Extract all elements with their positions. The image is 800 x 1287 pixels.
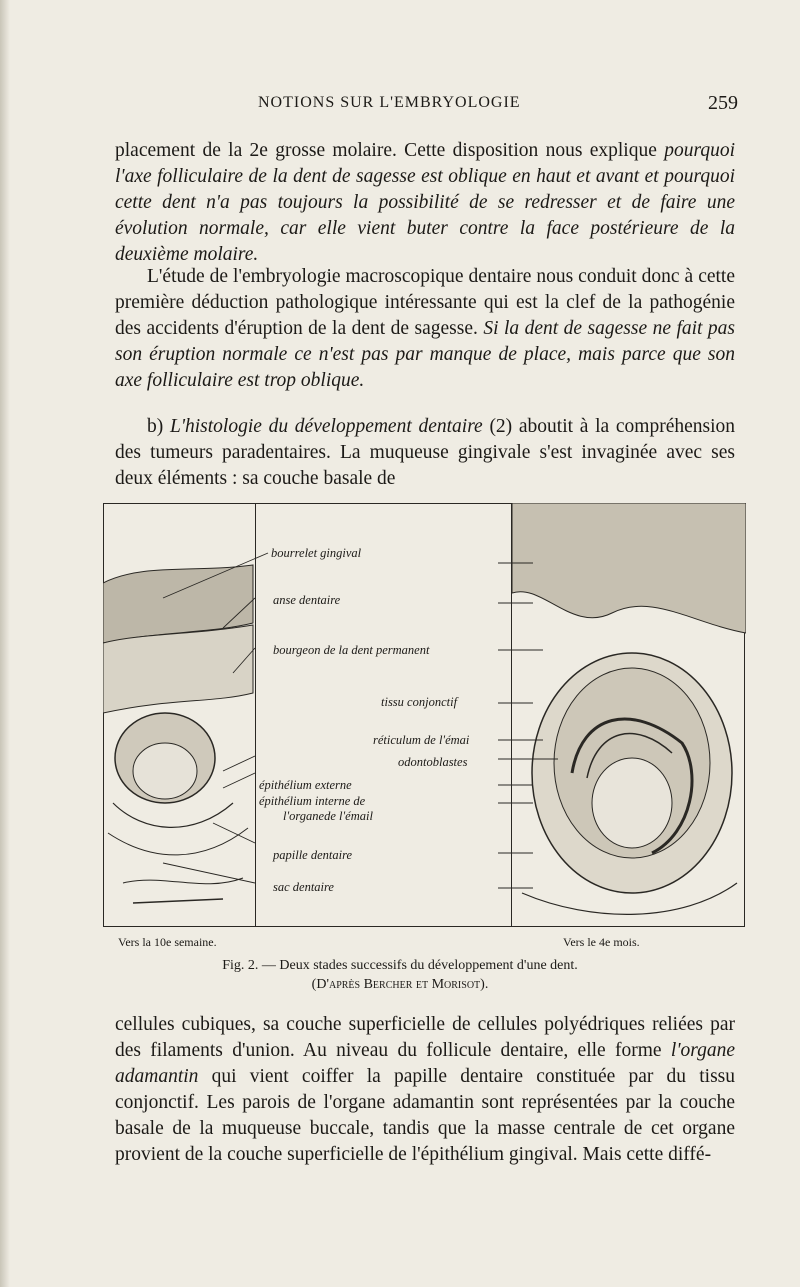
label-organe-email: l'organede l'émail bbox=[283, 809, 373, 823]
paragraph-2 bbox=[115, 264, 735, 394]
figure-caption-right: Vers le 4e mois. bbox=[563, 935, 640, 949]
paragraph-1 bbox=[115, 138, 735, 268]
paragraph-3-lead: b) bbox=[147, 416, 164, 437]
paragraph-4-italic: l'organe adamantin bbox=[115, 1040, 736, 1087]
paragraph-2-italic: Si la dent de sagesse ne fait pas son éruption normale ce n'est pas par manque de place, mais parce que son axe folliculaire est trop oblique. bbox=[115, 318, 735, 391]
paragraph-3 bbox=[115, 414, 735, 492]
page-binding-edge bbox=[0, 0, 10, 1287]
page-number: 259 bbox=[708, 92, 738, 114]
paragraph-1-text: placement de la 2e grosse molaire. Cette disposition nous explique bbox=[115, 140, 657, 161]
label-epithelium-externe: épithélium externe bbox=[259, 778, 352, 792]
paragraph-3-italic: L'histologie du développement dentaire bbox=[169, 416, 483, 437]
label-anse-dentaire: anse dentaire bbox=[273, 593, 341, 607]
paragraph-4-text-a: cellules cubiques, sa couche superficielle de cellules polyédriques reliées par des filaments d'union. Au niveau du follicule dentaire, elle forme bbox=[115, 1014, 735, 1061]
page-header bbox=[110, 94, 738, 120]
figure-caption-left: Vers la 10e semaine. bbox=[118, 935, 217, 949]
label-reticulum-email: réticulum de l'émai bbox=[373, 733, 470, 747]
figure-caption-source: (D'après Bercher et Morisot). bbox=[311, 977, 489, 992]
paragraph-1-italic: pourquoi l'axe folliculaire de la dent de sagesse est oblique en haut et avant et pourquoi cette dent n'a pas toujours la possibilité de se redresser et de faire une évolution normale, car elle vient buter contre la face postérieure de la deuxième molaire. bbox=[115, 140, 736, 265]
paragraph-4 bbox=[115, 1012, 735, 1168]
label-papille-dentaire: papille dentaire bbox=[273, 848, 353, 862]
running-title: NOTIONS SUR L'EMBRYOLOGIE bbox=[258, 94, 521, 111]
figure-leader-lines bbox=[103, 503, 745, 927]
label-sac-dentaire: sac dentaire bbox=[273, 880, 334, 894]
paragraph-3-text: (2) aboutit à la compréhension des tumeurs paradentaires. La muqueuse gingivale s'est invaginée avec ses deux éléments : sa couche basale de bbox=[115, 416, 736, 489]
paragraph-2-text: L'étude de l'embryologie macroscopique dentaire nous conduit donc à cette première déduction pathologique intéressante qui est la clef de la pathogénie des accidents d'éruption de la dent de sagesse. bbox=[115, 266, 735, 339]
label-bourrelet-gingival: bourrelet gingival bbox=[271, 546, 362, 560]
label-epithelium-interne: épithélium interne de bbox=[259, 794, 366, 808]
label-bourgeon-dent-permanente: bourgeon de la dent permanent bbox=[273, 643, 430, 657]
figure-caption-title: Fig. 2. — Deux stades successifs du développement d'une dent. bbox=[222, 958, 578, 973]
figure-tooth-development bbox=[103, 503, 745, 927]
label-tissu-conjonctif: tissu conjonctif bbox=[381, 695, 458, 709]
paragraph-4-text-b: qui vient coiffer la papille dentaire constituée par du tissu conjonctif. Les parois de l'organe adamantin sont représentées par la couche basale de la muqueuse buccale, tandis que la masse centrale de cet organe provient de la couche superficielle de l'épithélium gingival. Mais cette diffé- bbox=[115, 1066, 736, 1165]
label-odontoblastes: odontoblastes bbox=[398, 755, 468, 769]
